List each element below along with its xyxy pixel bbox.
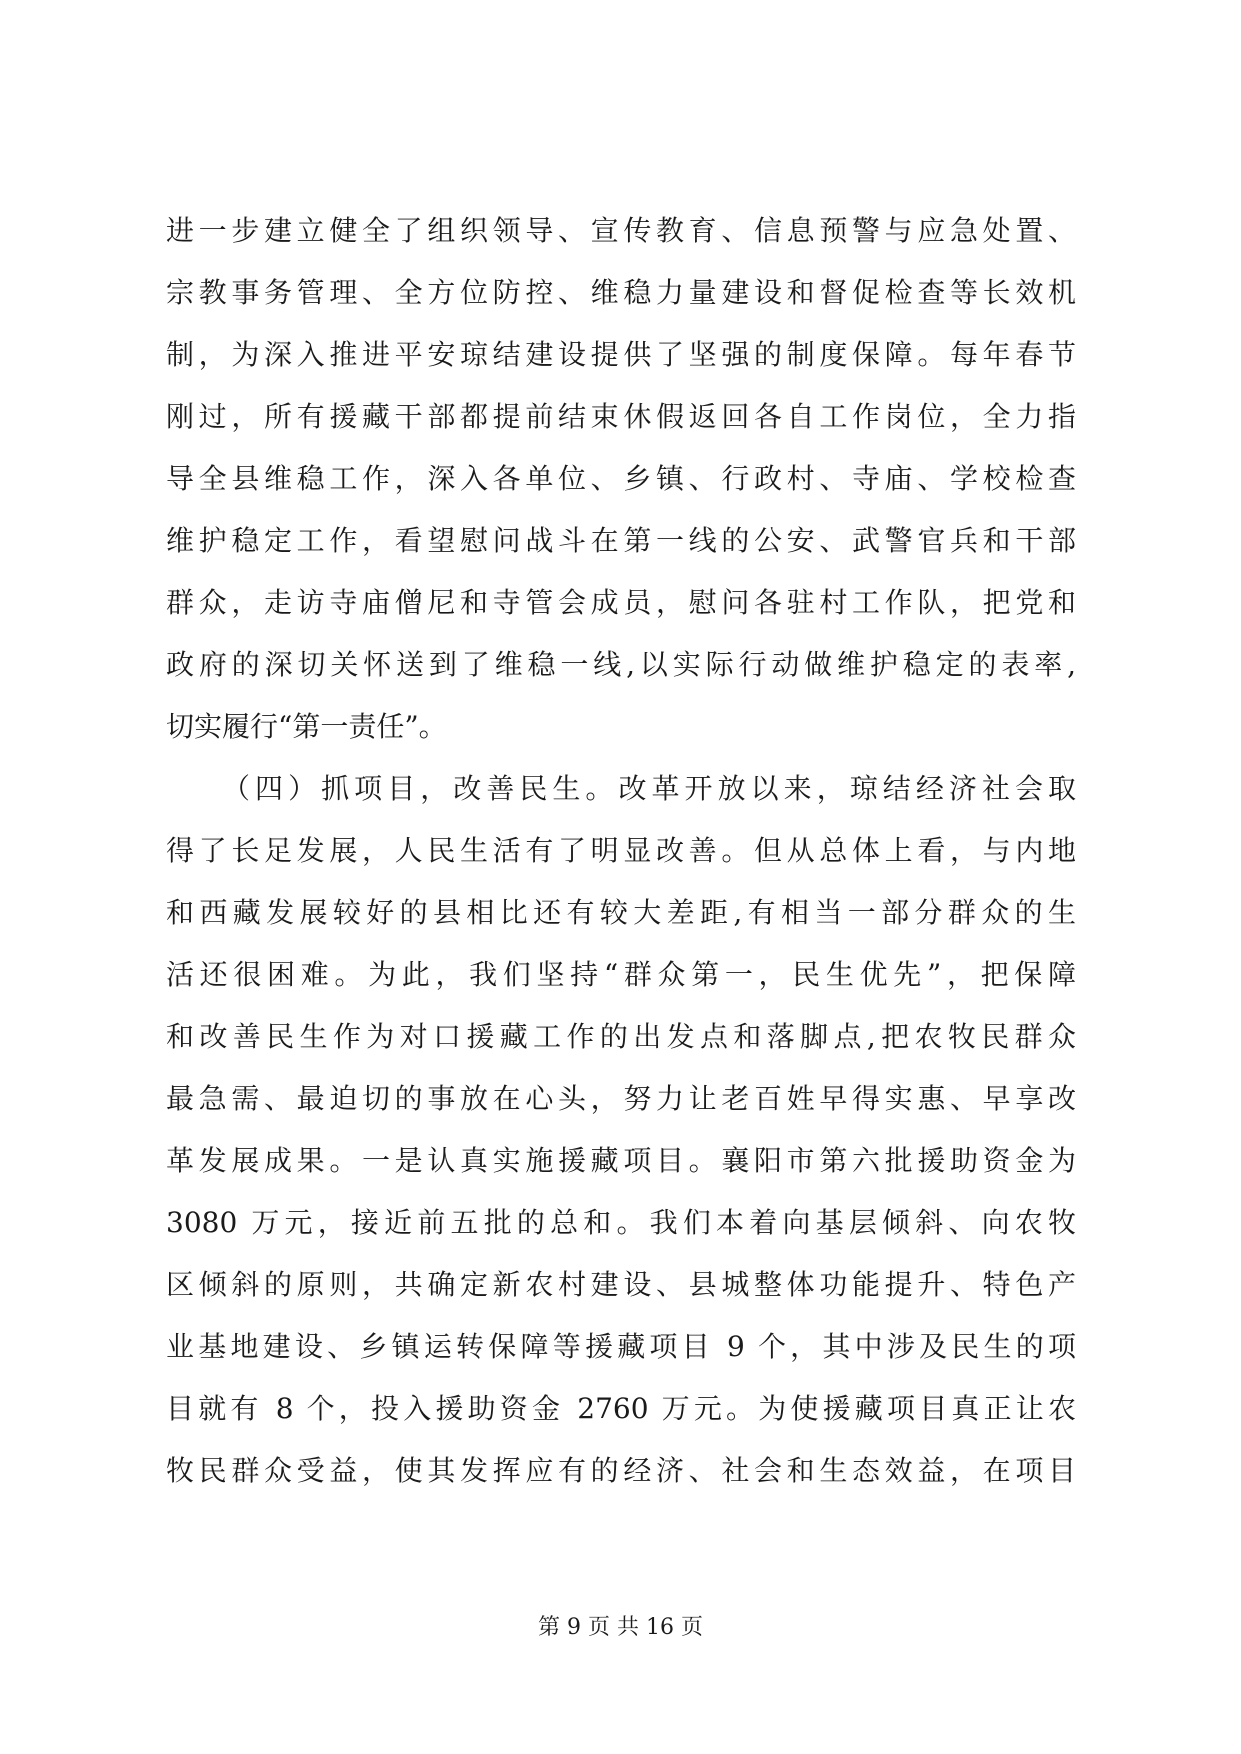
text-line: 3080 万元，接近前五批的总和。我们本着向基层倾斜、向农牧 (166, 1206, 1076, 1239)
text-line: 革发展成果。一是认真实施援藏项目。襄阳市第六批援助资金为 (166, 1144, 1076, 1177)
text-line: 进一步建立健全了组织领导、宣传教育、信息预警与应急处置、 (166, 214, 1076, 247)
text-line: 牧民群众受益，使其发挥应有的经济、社会和生态效益，在项目 (166, 1454, 1076, 1487)
text-line: 目就有 8 个，投入援助资金 2760 万元。为使援藏项目真正让农 (166, 1392, 1076, 1425)
text-line: 最急需、最迫切的事放在心头，努力让老百姓早得实惠、早享改 (166, 1082, 1076, 1115)
document-body (166, 200, 1076, 1502)
page-number-footer: 第 9 页 共 16 页 (538, 1615, 703, 1640)
text-line: 维护稳定工作，看望慰问战斗在第一线的公安、武警官兵和干部 (166, 524, 1076, 557)
text-line: 制，为深入推进平安琼结建设提供了坚强的制度保障。每年春节 (166, 338, 1076, 371)
text-line: 政府的深切关怀送到了维稳一线,以实际行动做维护稳定的表率, (166, 648, 1076, 681)
text-line: 切实履行“第一责任”。 (166, 710, 447, 743)
text-line: 和西藏发展较好的县相比还有较大差距,有相当一部分群众的生 (166, 896, 1076, 929)
text-line: 导全县维稳工作，深入各单位、乡镇、行政村、寺庙、学校检查 (166, 462, 1076, 495)
text-line: 刚过，所有援藏干部都提前结束休假返回各自工作岗位，全力指 (166, 400, 1076, 433)
text-line: 得了长足发展，人民生活有了明显改善。但从总体上看，与内地 (166, 834, 1076, 867)
text-line: 和改善民生作为对口援藏工作的出发点和落脚点,把农牧民群众 (166, 1020, 1076, 1053)
text-line: 宗教事务管理、全方位防控、维稳力量建设和督促检查等长效机 (166, 276, 1076, 309)
text-line: 区倾斜的原则，共确定新农村建设、县城整体功能提升、特色产 (166, 1268, 1076, 1301)
text-line: （四）抓项目，改善民生。改革开放以来，琼结经济社会取 (222, 772, 1076, 805)
text-line: 群众，走访寺庙僧尼和寺管会成员，慰问各驻村工作队，把党和 (166, 586, 1076, 619)
text-line: 业基地建设、乡镇运转保障等援藏项目 9 个，其中涉及民生的项 (166, 1330, 1076, 1363)
text-line: 活还很困难。为此，我们坚持“群众第一，民生优先”，把保障 (166, 958, 1076, 991)
